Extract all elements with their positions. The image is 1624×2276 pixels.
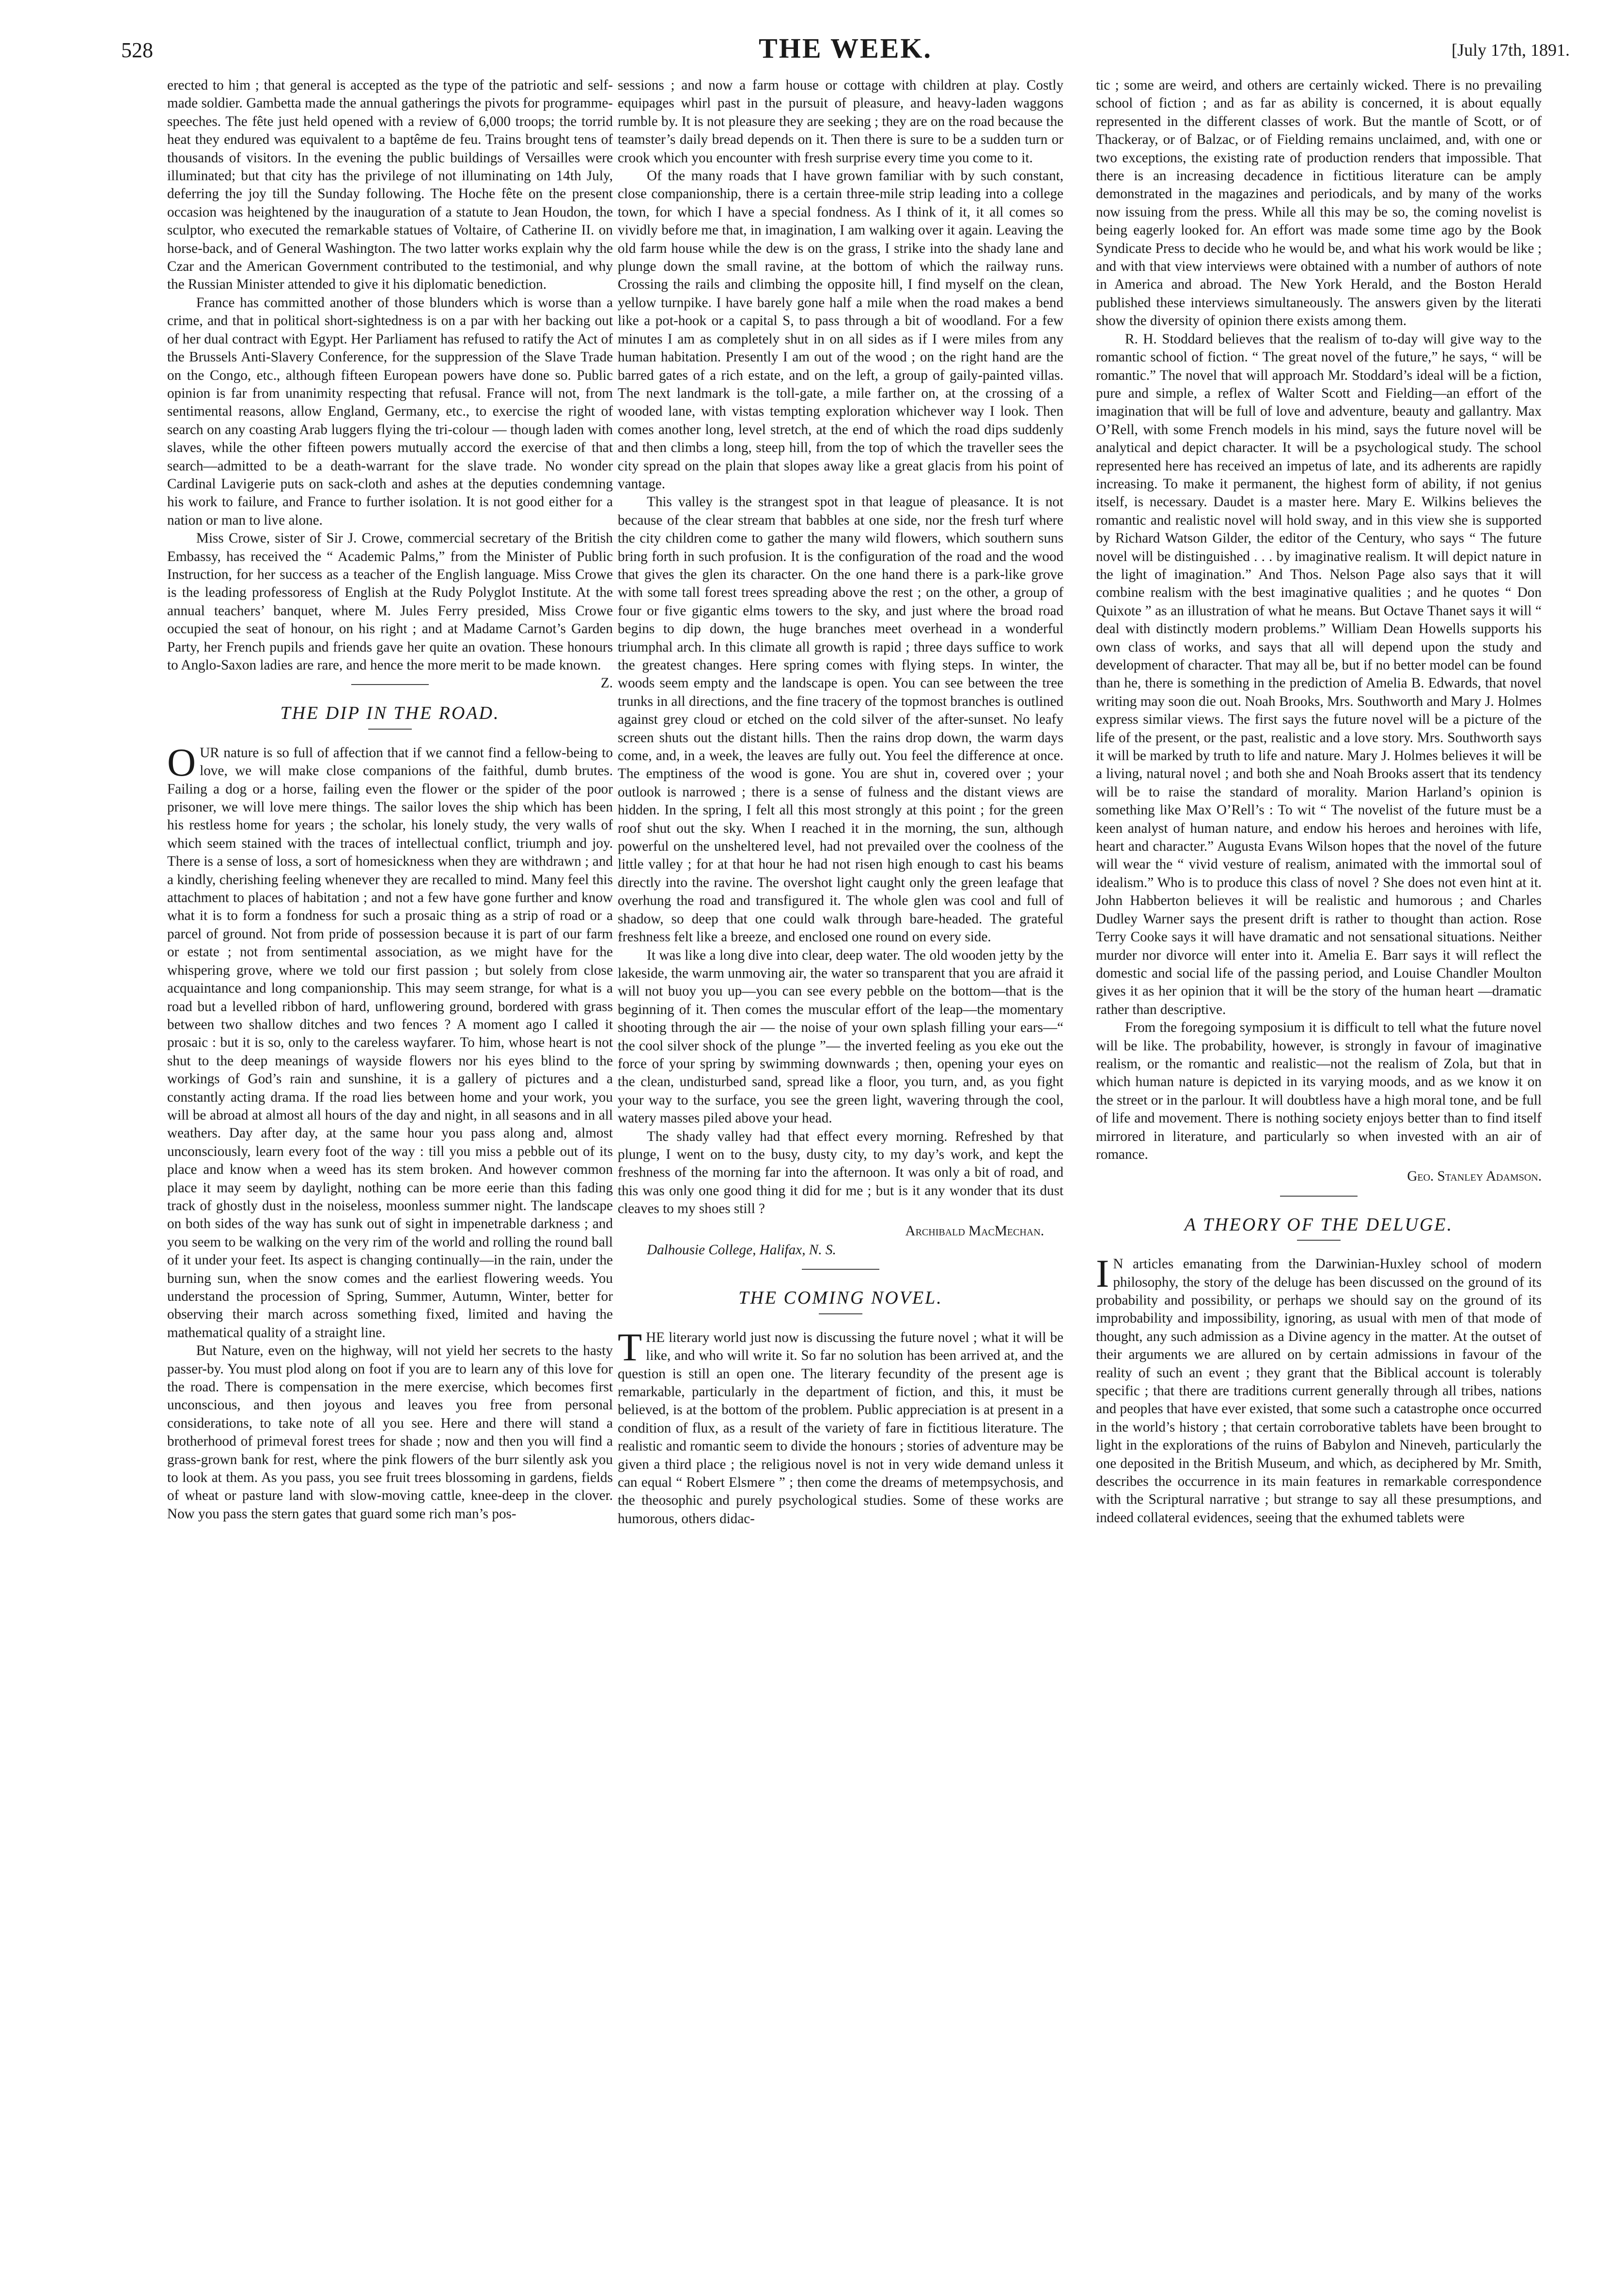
paragraph: The shady valley had that effect every morning. Refreshed by that plunge, I went on to the busy, dusty city, to my day’s work, and kept the freshness of the morning far into the afternoon. It was only a bit of road, and this was only one good thing it did for me ; but is it any wonder that its dust cleaves to my shoes still ? xyxy=(618,1128,1063,1217)
column-3 xyxy=(1096,77,1542,1527)
page-header xyxy=(121,28,1570,72)
paragraph: erected to him ; that general is accepted as the type of the patriotic and self-made soldier. Gambetta made the annual gatherings the pivots for programme-speeches. The fête just held opened with a review of 6,000 troops; the torrid heat they endured was equivalent to a baptême de feu. Trains brought tens of thousands of visitors. In the evening the public buildings of Versailles were illuminated; but that city has the privilege of not illuminating on 14th July, deferring the joy till the Sunday following. The Hoche fête on the present occasion was heightened by the inauguration of a statute to Jean Houdon, the sculptor, who executed the remarkable statues of Voltaire, of Catherine II. on horse-back, and of General Washington. The two latter works explain why the Czar and the American Government contributed to the testimonial, and why the Russian Minister attended to give it his diplomatic benediction. xyxy=(167,78,613,293)
paragraph-text: UR nature is so full of affection that if we cannot find a fellow-being to love, we will make close companions of the faithful, dumb brutes. Failing a dog or a horse, failing even the flower or the spider of the poor prisoner, we will love mere things. The sailor loves the ship which has been his restless home for years ; the scholar, his lonely study, the very walls of which seem stained with the traces of intellectual conflict, triumph and joy. There is a sense of loss, a sort of homesickness when they are withdrawn ; and a kindly, cherishing feeling whenever they are recalled to mind. Many feel this attachment to places of habitation ; and not a few have gone further and know what it is to form a fondness for such a prosaic thing as a strip of road or a parcel of ground. Not from pride of possession because it is part of our farm or estate ; not from sentimental association, as we might have for the whispering grove, where we told our first passion ; but solely from close acquaintance and long companionship. This may seem strange, for what is a road but a levelled ribbon of hard, unflowering ground, bordered with grass between two shallow ditches and two fences ? A moment ago I called it prosaic : but it is so, only to the careless wayfarer. To him, whose heart is not shut to the deep meanings of wayside flowers nor his eyes blind to the workings of God’s rain and sunshine, it is a gallery of pictures and a constantly acting drama. If the road lies between home and your work, you will be abroad at almost all hours of the day and night, in all seasons and in all weathers. Day after day, at the same hour you pass along and, almost unconsciously, learn every foot of the way : till you miss a pebble out of its place and know when a weed has its stem broken. And however common place it may seem by daylight, nothing can be more eerie than this fading track of ghostly dust in the noiseless, moonless summer night. The landscape on both sides of the way has sunk out of sight in impenetrable darkness ; and you seem to be walking on the very rim of the world and rolling the round ball of it under your feet. Its aspect is changing continually—in the rain, under the burning sun, when the snow comes and the earliest flowering weeds. You understand the procession of Spring, Summer, Autumn, Winter, better for observing their march across something fixed, limited and having the mathematical quality of a straight line. xyxy=(167,745,613,1341)
paragraph xyxy=(167,740,613,1342)
paragraph: It was like a long dive into clear, deep water. The old wooden jetty by the lakeside, the warm unmoving air, the water so transparent that you are afraid it will not buoy you up—you can see every pebble on the bottom—that is the beginning of it. Then comes the muscular effort of the leap—the momentary shooting through the air — the noise of your own splash filling your ears—“ the cool silver shock of the plunge ”— the inverted feeling as you eke out the force of your spring by swimming downwards ; then, opening your eyes on the clean, undisturbed sand, spread like a floor, you turn, and, as you fight your way to the surface, you see the green light, wavering through the cool, watery masses piled above your head. xyxy=(618,947,1063,1126)
paragraph: tic ; some are weird, and others are certainly wicked. There is no prevailing school of fiction ; and as far as ability is concerned, it is about equally represented in the different classes of work. But the mantle of Scott, or of Thackeray, or of Balzac, or of Fielding remains unclaimed, and, with one or two exceptions, the existing rate of production renders that impossible. That there is an increasing decadence in fictitious literature can be amply demonstrated in the magazines and periodicals, and by many of the works now issuing from the press. While all this may be so, the coming novelist is being eagerly looked for. An effort was made some time ago by the Book Syndicate Press to decide who he would be, and what his work would be like ; and with that view interviews were obtained with a number of authors of note in America and abroad. The New York Herald, and the Boston Herald published these interviews simultaneously. The answers given by the literati show the diversity of opinion there exists among them. xyxy=(1096,78,1542,329)
paragraph: From the foregoing symposium it is difficult to tell what the future novel will be like. The probability, however, is strongly in favour of imaginative realism, or the romantic and realistic—not the realism of Zola, but that in which human nature is depicted in its varying moods, and as we know it on the street or in the parlour. It will doubtless have a high moral tone, and be full of life and movement. There is nothing society enjoys better than to find itself mirrored in literature, and particularly so when invested with an air of romance. xyxy=(1096,1020,1542,1162)
paragraph xyxy=(618,1325,1063,1528)
article-heading: THE DIP IN THE ROAD. xyxy=(280,703,500,724)
paragraph-text: N articles emanating from the Darwinian-Huxley school of modern philosophy, the story of the deluge has been discussed on the ground of its probability and possibility, or perhaps we should say on the ground of its improbability and impossibility, ignoring, as usual with men of that mode of thought, any such admission as a Divine agency in the matter. At the outset of their arguments we are allured on by certain admissions in favour of the reality of such an event ; they grant that the Biblical account is tolerably specific ; that there are traditions current generally through all tribes, nations and peoples that have ever existed, that some such a catastrophe once occurred in the world’s history ; that certain corroborative tablets have been brought to light in the explorations of the ruins of Babylon and Nineveh, particularly the one deposited in the British Museum, and which, as deciphered by Mr. Smith, describes the occurrence in its main features in remarkable correspondence with the Scriptural narrative ; but strange to say all these presumptions, and indeed collateral evidences, seeing that the exhumed tablets were xyxy=(1096,1256,1542,1526)
section-divider xyxy=(351,684,429,685)
section-divider xyxy=(802,1269,879,1270)
paragraph: But Nature, even on the highway, will not yield her secrets to the hasty passer-by. You must plod along on foot if you are to learn any of this love for the road. There is compensation in the mere exercise, which becomes first unconscious, and then joyous and leaves you free from personal considerations, to take note of all you see. Here and there will stand a brotherhood of primeval forest trees for shade ; now and then you will find a grass-grown bank for rest, where the pink flowers of the burr silently ask you to look at them. As you pass, you see fruit trees blossoming in gardens, fields of wheat or pasture land with slow-moving cattle, knee-deep in the clover. Now you pass the stern gates that guard some rich man’s pos- xyxy=(167,1343,613,1522)
heading-rule xyxy=(1297,1240,1341,1241)
author-location: Dalhousie College, Halifax, N. S. xyxy=(647,1242,836,1258)
section-divider xyxy=(1280,1196,1358,1197)
article-heading: A THEORY OF THE DELUGE. xyxy=(1184,1214,1453,1235)
author-signature: Geo. Stanley Adamson. xyxy=(1407,1169,1542,1185)
author-signature: Archibald MacMechan. xyxy=(905,1223,1044,1239)
heading-rule xyxy=(819,1313,862,1314)
paragraph xyxy=(167,530,613,691)
paragraph: R. H. Stoddard believes that the realism of to-day will give way to the romantic school of fiction. “ The great novel of the future,” he says, “ will be romantic.” The novel that will approach Mr. Stoddard’s ideal will be a fiction, pure and simple, a reflex of Walter Scott and Fielding—an effort of the imagination that will be full of love and adventure, beauty and gallantry. Max O’Rell, with some French models in his mind, says the future novel will be analytical and depict character. It will be a psychological study. The school represented here has received an impetus of late, and its adherents are rapidly increasing. To make it permanent, the highest form of ability, if not genius itself, is necessary. Daudet is a master here. Mary E. Wilkins believes the romantic and realistic novel will hold sway, and in this view she is supported by Richard Watson Gilder, the editor of the Century, who says “ The future novel will be distinguished . . . by imaginative realism. It will depict nature in the light of imagination.” And Thos. Nelson Page also says that it will combine realism with the best imaginative qualities ; and he quotes “ Don Quixote ” as an illustration of what he means. But Octave Thanet says it will “ deal with distinctly modern problems.” William Dean Howells supports his own class of works, and says that all will depend upon the study and development of character. That may all be, but if no better model can be found than he, there is something in the prediction of Amelia B. Edwards, that novel writing may soon die out. Noah Brooks, Mrs. Southworth and Mary J. Holmes express similar views. The first says the future novel will be a picture of the life of the present, or the past, realistic and a love story. Mrs. Southworth says it will be marked by truth to life and nature. Mary J. Holmes believes it will be a living, natural novel ; and both she and Noah Brooks assert that its tendency will be to raise the standard of morality. Marion Harland’s opinion is something like Max O’Rell’s : To wit “ The novelist of the future must be a keen analyst of human nature, and endow his heroes and heroines with life, heart and character.” Augusta Evans Wilson hopes that the novel of the future will wear the “ vivid vesture of realism, animated with the immortal soul of idealism.” Who is to produce this class of novel ? She does not even hint at it. John Habberton believes it will be realistic and humorous ; and Charles Dudley Warner says the present drift is rather to thought than action. Rose Terry Cooke says it will have dramatic and not sensational situations. Neither murder nor divorce will enter into it. Amelia E. Barr says it will reflect the domestic and social life of the passing period, and Louise Chandler Moulton gives it as her opinion that it will be the story of the human heart —dramatic rather than descriptive. xyxy=(1096,331,1542,1017)
drop-cap: T xyxy=(618,1325,642,1369)
column-1 xyxy=(167,77,613,1523)
paragraph: This valley is the strangest spot in that league of pleasance. It is not because of the clear stream that babbles at one side, nor the fresh turf where the city children come to gather the many wild flowers, which southern suns bring forth in such profusion. It is the configuration of the road and the wood that gives the glen its character. On the one hand there is a park-like grove with some tall forest trees spreading above the rest ; on the other, a group of four or five gigantic elms towers to the sky, and just where the broad road begins to dip down, the huge branches meet overhead in a wonderful triumphal arch. In this climate all growth is rapid ; three days suffice to work the greatest changes. Here spring comes with flying steps. In winter, the woods seem empty and the landscape is open. You can see between the tree trunks in all directions, and the fine tracery of the topmost branches is outlined against grey cloud or etched on the cold silver of the after-sunset. No leafy screen shuts out the distant hills. Then the rains drop down, the warm days come, and, in a week, the leaves are fully out. You feel the difference at once. The emptiness of the wood is gone. You are shut in, covered over ; your outlook is narrowed ; there is a sense of fulness and the distant views are hidden. In the spring, I felt all this most strongly at this point ; for the green roof shut out the sky. When I reached it in the morning, the sun, although powerful on the unsheltered level, had not prevailed over the coolness of the little valley ; for at that hour he had not risen high enough to cast his beams directly into the ravine. The overshot light caught only the green leafage that overhung the road and transfigured it. The whole glen was cool and full of shadow, so deep that one could walk through bare-headed. The grateful freshness felt like a breeze, and enclosed one round on every side. xyxy=(618,494,1063,945)
article-heading: THE COMING NOVEL. xyxy=(738,1288,943,1309)
issue-date: [July 17th, 1891. xyxy=(1451,40,1570,60)
paragraph: sessions ; and now a farm house or cottage with children at play. Costly equipages whirl past in the pursuit of pleasure, and heavy-laden waggons rumble by. It is not pleasure they are seeking ; they are on the road because the teamster’s daily bread depends on it. Then there is sure to be a sudden turn or crook which you encounter with fresh surprise every time you come to it. xyxy=(618,78,1063,166)
heading-rule xyxy=(368,729,412,730)
journal-title: THE WEEK. xyxy=(759,32,932,64)
paragraph xyxy=(1096,1251,1542,1527)
paragraph-text: HE literary world just now is discussing the future novel ; what it will be like, and who will write it. So far no solution has been arrived at, and the question is still an open one. The literary fecundity of the present age is remarkable, particularly in the department of fiction, and this, it must be believed, is at the bottom of the problem. Public appreciation is at present in a condition of flux, as a result of the variety of fare in fictitious literature. The realistic and romantic seem to divide the honours ; stories of adventure may be given a third place ; the religious novel is not in very wide demand unless it can equal “ Robert Elsmere ” ; then come the dreams of metempsychosis, and the theosophic and purely psychological studies. Some of these works are humorous, others didac- xyxy=(618,1329,1063,1527)
paragraph: Of the many roads that I have grown familiar with by such constant, close companionship, there is a certain three-mile strip leading into a college town, for which I have a special fondness. As I think of it, it all comes so vividly before me that, in imagination, I am walking over it again. Leaving the old farm house while the dew is on the grass, I strike into the shady lane and plunge down the small ravine, at the bottom of which the railway runs. Crossing the rails and climbing the opposite hill, I find myself on the clean, yellow turnpike. I have barely gone half a mile when the road makes a bend like a pot-hook or a capital S, to pass through a bit of woodland. For a few minutes I am as completely shut in on all sides as if I were miles from any human habitation. Presently I am out of the wood ; on the right hand are the barred gates of a rich estate, and on the left, a group of gaily-painted villas. The next landmark is the toll-gate, a mile farther on, at the crossing of a wooded lane, with vistas tempting exploration whichever way I look. Then comes another long, level stretch, at the end of which the road dips suddenly and then climbs a long, steep hill, from the top of which the traveller sees the city spread on the plain that slopes away like a great glacis from his point of vantage. xyxy=(618,168,1063,492)
paragraph-text: Miss Crowe, sister of Sir J. Crowe, commercial secretary of the British Embassy, has received the “ Academic Palms,” from the Minister of Public Instruction, for her success as a teacher of the English language. Miss Crowe is the leading professoress of English at the Rudy Polyglot Institute. At the annual teachers’ banquet, where M. Jules Ferry presided, Miss Crowe occupied the seat of honour, on his right ; and at Madame Carnot’s Garden Party, her French pupils and friends gave her quite an ovation. These honours to Anglo-Saxon ladies are rare, and hence the more merit to be made known. xyxy=(167,530,613,673)
column-2 xyxy=(618,77,1063,1528)
page-number: 528 xyxy=(121,38,153,62)
paragraph: France has committed another of those blunders which is worse than a crime, and that in political short-sightedness is on a par with her backing out of her dual contract with Egypt. Her Parliament has refused to ratify the Act of the Brussels Anti-Slavery Conference, for the suppression of the Slave Trade on the Congo, etc., although fifteen European powers have done so. Public opinion is far from unanimity respecting that refusal. France will not, from sentimental reasons, allow England, Germany, etc., to exercise the right of search on any coasting Arab luggers flying the tri-colour — though laden with slaves, while the other fifteen powers mutually accord the exercise of that search—admitted to be a death-warrant for the slave trade. No wonder Cardinal Lavigerie puts on sack-cloth and ashes at the deputies condemning his work to failure, and France to further isolation. It is not good either for a nation or man to live alone. xyxy=(167,295,613,528)
drop-cap: O xyxy=(167,740,196,784)
author-initial: Z. xyxy=(600,675,613,691)
drop-cap: I xyxy=(1096,1251,1109,1296)
